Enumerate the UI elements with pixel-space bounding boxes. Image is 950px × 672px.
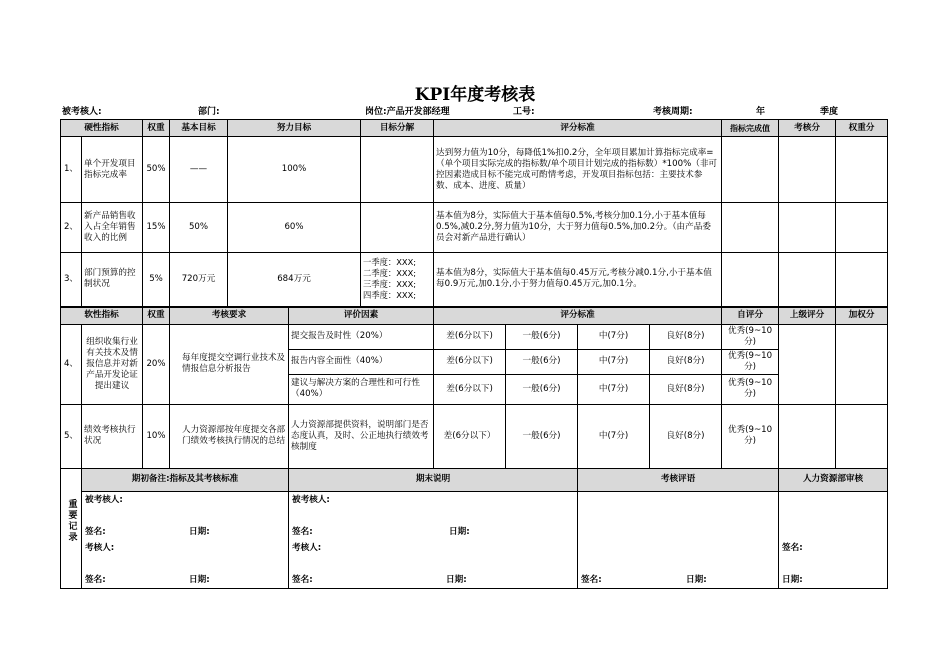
assessment-score[interactable] [779, 203, 836, 253]
grade-poor[interactable]: 差(6分以下) [434, 324, 506, 349]
indicator-weight: 15% [143, 203, 170, 253]
indicator-weight: 20% [143, 324, 170, 404]
scoring-criteria: 基本值为8分，实际值大于基本值每0.5%,考核分加0.1分,小于基本值每0.5%,减0.2分,努力值为10分，大于努力值每0.5%,加0.2分。（由产品委员会对新产品进行确认） [434, 203, 722, 253]
table-row [61, 253, 888, 307]
hard-header-cell: 考核分 [779, 120, 836, 137]
hard-header-cell: 基本目标 [170, 120, 228, 137]
weighted-score[interactable] [836, 253, 888, 307]
supervisor-score[interactable] [836, 404, 888, 468]
final-notes-cell[interactable] [289, 491, 578, 588]
soft-header-cell: 权重 [143, 307, 170, 325]
scoring-criteria: 达到努力值为10分，每降低1%扣0.2分，全年项目累加计算指标完成率=（单个项目实际完成的指标数/单个项目计划完成的指标数）*100%（非可控因素造成目标不能完成可酌情考虑，开发项目指标包括：主要技术参数、成本、进度、质量） [434, 137, 722, 203]
target-breakdown: 一季度：XXX; 二季度：XXX; 三季度：XXX; 四季度：XXX; [361, 253, 434, 307]
assessment-score[interactable] [779, 253, 836, 307]
year-label: 年 [756, 107, 766, 117]
indicator-name: 单个开发项目指标完成率 [82, 137, 143, 203]
record-header-row [61, 468, 888, 491]
sign-label: 签名: [292, 574, 313, 585]
row-number: 3、 [61, 253, 82, 307]
sign-label: 签名: [782, 542, 803, 553]
assessment-requirement: 人力资源部按年度提交各部门绩效考核执行情况的总结 [170, 404, 289, 468]
row-number: 1、 [61, 137, 82, 203]
soft-header-cell: 考核要求 [170, 307, 289, 325]
grade-excellent[interactable]: 优秀(9~10分) [722, 374, 779, 404]
grade-good[interactable]: 良好(8分) [650, 349, 722, 374]
scoring-criteria: 基本值为8分，实际值大于基本值每0.45万元,考核分减0.1分,小于基本值每0.9万元,加0.1分,小于努力值每0.45万元,加0.1分。 [434, 253, 722, 307]
indicator-name: 组织收集行业有关技术及情报信息并对新产品开发论证提出建议 [82, 324, 143, 404]
basic-target: 50% [170, 203, 228, 253]
department-label: 部门: [198, 107, 220, 117]
employee-no-label: 工号: [513, 107, 535, 117]
row-number: 4、 [61, 324, 82, 404]
indicator-name: 新产品销售收入占全年销售收入的比例 [82, 203, 143, 253]
grade-medium[interactable]: 中(7分) [578, 324, 650, 349]
record-side-text: 重要记录 [66, 498, 77, 543]
date-label: 日期: [189, 574, 210, 585]
grade-average[interactable]: 一般(6分) [506, 404, 578, 468]
effort-target: 60% [228, 203, 361, 253]
target-breakdown [361, 203, 434, 253]
grade-poor[interactable]: 差(6分以下） [434, 404, 506, 468]
soft-header-cell: 上级评分 [779, 307, 836, 325]
sign-label: 签名: [581, 574, 602, 585]
evaluation-factor: 建议与解决方案的合理性和可行性（40%） [289, 374, 434, 404]
page-title: KPI年度考核表 [414, 85, 536, 105]
hr-review-cell[interactable] [779, 491, 888, 588]
table-row [61, 404, 888, 468]
indicator-name: 绩效考核执行状况 [82, 404, 143, 468]
hard-header-cell: 权重 [143, 120, 170, 137]
record-row [61, 491, 888, 588]
hard-header-cell: 评分标准 [434, 120, 722, 137]
grade-good[interactable]: 良好(8分) [650, 374, 722, 404]
table-row [61, 137, 888, 203]
indicator-weight: 50% [143, 137, 170, 203]
effort-target: 684万元 [228, 253, 361, 307]
assessment-requirement: 每年度提交空调行业技术及情报信息分析报告 [170, 324, 289, 404]
completion-value[interactable] [722, 253, 779, 307]
completion-value[interactable] [722, 203, 779, 253]
soft-header-cell: 加权分 [836, 307, 888, 325]
self-score[interactable] [779, 324, 836, 404]
grade-medium[interactable]: 中(7分) [578, 349, 650, 374]
effort-target: 100% [228, 137, 361, 203]
sign-label: 签名: [85, 526, 106, 537]
hard-header-row [61, 120, 888, 137]
weighted-score[interactable] [836, 137, 888, 203]
weighted-score[interactable] [836, 203, 888, 253]
basic-target: —— [170, 137, 228, 203]
appraisee-label: 被考核人: [85, 494, 123, 505]
grade-average[interactable]: 一般(6分) [506, 374, 578, 404]
soft-header-cell: 评分标准 [434, 307, 722, 325]
hard-header-cell: 目标分解 [361, 120, 434, 137]
date-label: 日期: [446, 574, 467, 585]
indicator-weight: 10% [143, 404, 170, 468]
kpi-table [60, 119, 888, 589]
sign-label: 签名: [85, 574, 106, 585]
grade-excellent[interactable]: 优秀(9~10分) [722, 404, 779, 468]
soft-header-cell: 软性指标 [61, 307, 143, 325]
supervisor-score[interactable] [836, 324, 888, 404]
grade-poor[interactable]: 差(6分以下) [434, 349, 506, 374]
date-label: 日期: [449, 526, 470, 537]
position-label: 岗位:产品开发部经理 [365, 107, 450, 117]
hard-header-cell: 努力目标 [228, 120, 361, 137]
table-row [61, 203, 888, 253]
row-number: 5、 [61, 404, 82, 468]
grade-good[interactable]: 良好(8分) [650, 404, 722, 468]
record-side-label [61, 468, 82, 588]
evaluation-factor: 报告内容全面性（40%） [289, 349, 434, 374]
assessment-comments-cell[interactable] [578, 491, 779, 588]
grade-medium[interactable]: 中(7分) [578, 404, 650, 468]
indicator-name: 部门预算的控制状况 [82, 253, 143, 307]
hard-header-cell: 权重分 [836, 120, 888, 137]
date-label: 日期: [782, 574, 803, 585]
record-header-cell: 期末说明 [289, 468, 578, 491]
grade-average[interactable]: 一般(6分) [506, 324, 578, 349]
target-breakdown [361, 137, 434, 203]
grade-poor[interactable]: 差(6分以下) [434, 374, 506, 404]
grade-average[interactable]: 一般(6分) [506, 349, 578, 374]
soft-header-cell: 评价因素 [289, 307, 434, 325]
info-bar [62, 104, 888, 118]
record-header-cell: 期初备注:指标及其考核标准 [82, 468, 289, 491]
grade-excellent[interactable]: 优秀(9~10分) [722, 349, 779, 374]
basic-target: 720万元 [170, 253, 228, 307]
table-row [61, 324, 888, 349]
appraiser-label: 考核人: [292, 542, 322, 553]
appraiser-label: 考核人: [85, 542, 115, 553]
grade-medium[interactable]: 中(7分) [578, 374, 650, 404]
date-label: 日期: [189, 526, 210, 537]
soft-header-row [61, 307, 888, 325]
row-number: 2、 [61, 203, 82, 253]
date-label: 日期: [686, 574, 707, 585]
record-header-cell: 人力资源部审核 [779, 468, 888, 491]
hard-header-cell: 硬性指标 [61, 120, 143, 137]
soft-header-cell: 自评分 [722, 307, 779, 325]
completion-value[interactable] [722, 137, 779, 203]
quarter-label: 季度 [820, 107, 839, 117]
grade-good[interactable]: 良好(8分) [650, 324, 722, 349]
sign-label: 签名: [292, 526, 313, 537]
grade-excellent[interactable]: 优秀(9~10分) [722, 324, 779, 349]
assessment-score[interactable] [779, 137, 836, 203]
record-header-cell: 考核评语 [578, 468, 779, 491]
appraisee-label: 被考核人: [292, 494, 330, 505]
period-label: 考核周期: [653, 107, 693, 117]
indicator-weight: 5% [143, 253, 170, 307]
appraisee-label: 被考核人: [62, 107, 102, 117]
hard-header-cell: 指标完成值 [722, 120, 779, 137]
self-score[interactable] [779, 404, 836, 468]
evaluation-factor: 提交报告及时性（20%） [289, 324, 434, 349]
initial-notes-cell[interactable] [82, 491, 289, 588]
evaluation-factor: 人力资源部提供资料，说明部门是否态度认真，及时、公正地执行绩效考核制度 [289, 404, 434, 468]
